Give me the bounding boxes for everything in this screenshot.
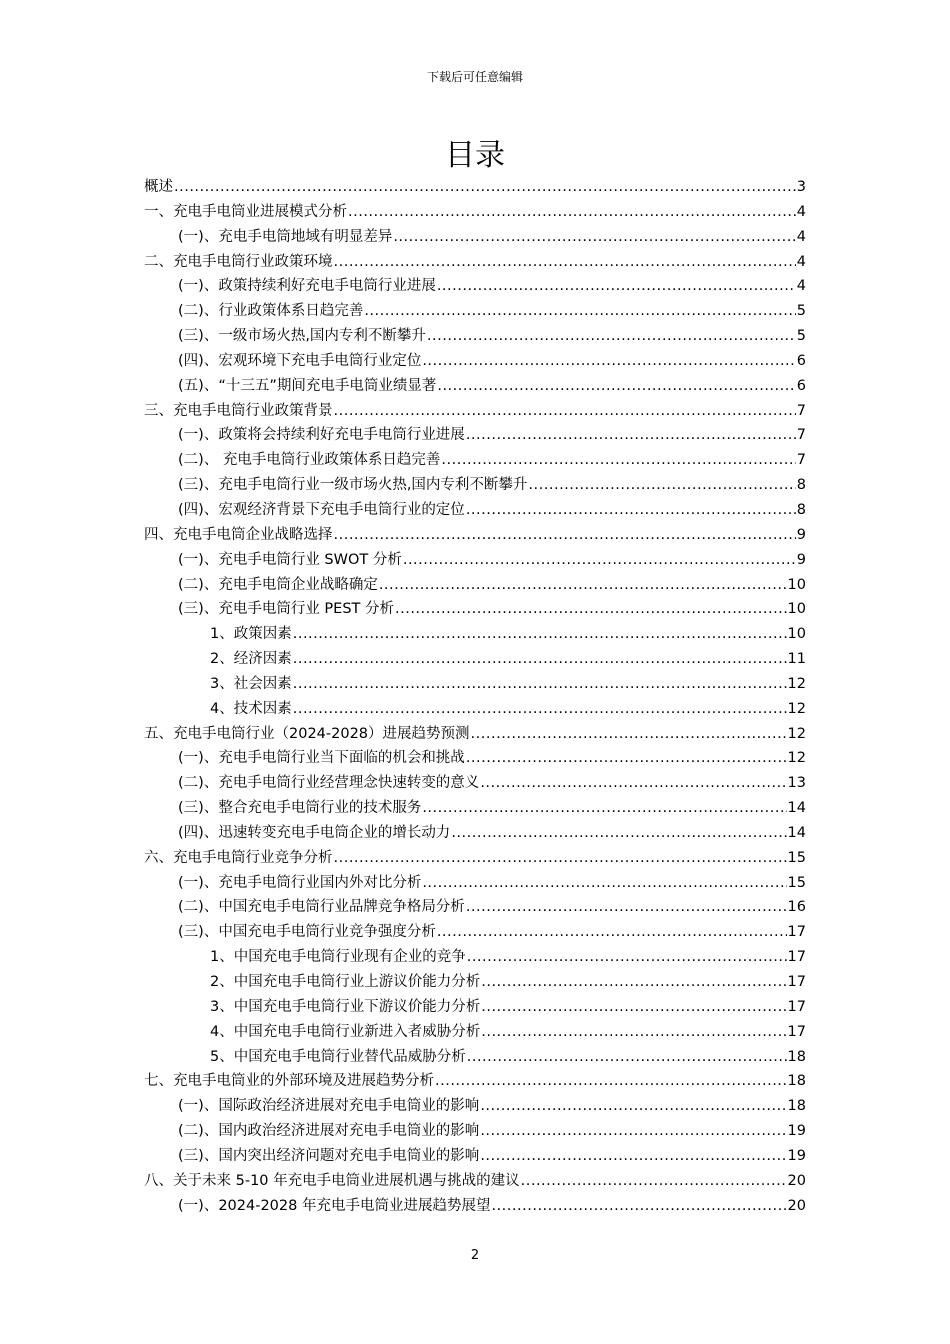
toc-entry[interactable] — [144, 697, 806, 722]
toc-entry-page: 18 — [787, 1073, 806, 1090]
toc-entry-page: 6 — [796, 377, 806, 394]
toc-entry-page: 7 — [796, 452, 806, 469]
toc-entry-label: (二)、 充电手电筒行业政策体系日趋完善 — [178, 452, 441, 469]
toc-entry-label: 3、中国充电手电筒行业下游议价能力分析 — [210, 998, 481, 1015]
toc-leader-dots — [437, 374, 795, 399]
toc-entry-page: 4 — [796, 278, 806, 295]
toc-leader-dots — [174, 175, 796, 200]
toc-entry-label: 1、政策因素 — [210, 626, 292, 643]
toc-entry-page: 4 — [796, 203, 806, 220]
toc-entry[interactable] — [144, 871, 806, 896]
toc-entry[interactable] — [144, 200, 806, 225]
toc-leader-dots — [480, 1094, 786, 1119]
toc-leader-dots — [293, 672, 787, 697]
toc-entry-label: 三、充电手电筒行业政策背景 — [144, 402, 333, 419]
toc-entry-page: 8 — [796, 501, 806, 518]
toc-entry-page: 7 — [796, 402, 806, 419]
toc-entry-label: 七、充电手电筒业的外部环境及进展趋势分析 — [144, 1073, 434, 1090]
toc-entry-label: (三)、中国充电手电筒行业竞争强度分析 — [178, 924, 436, 941]
toc-entry[interactable] — [144, 995, 806, 1020]
toc-entry-page: 4 — [796, 228, 806, 245]
toc-entry-label: 六、充电手电筒行业竞争分析 — [144, 849, 333, 866]
toc-entry[interactable] — [144, 349, 806, 374]
toc-entry[interactable] — [144, 920, 806, 945]
toc-entry[interactable] — [144, 1194, 806, 1219]
toc-entry-label: (一)、政策持续利好充电手电筒行业进展 — [178, 278, 436, 295]
toc-entry-label: 4、技术因素 — [210, 700, 292, 717]
toc-entry-page: 17 — [787, 974, 806, 990]
toc-leader-dots — [437, 920, 787, 945]
toc-entry-page: 17 — [787, 949, 806, 966]
toc-entry[interactable] — [144, 945, 806, 970]
toc-entry-page: 12 — [787, 725, 806, 742]
toc-entry-label: (一)、充电手电筒行业国内外对比分析 — [178, 874, 422, 891]
toc-entry[interactable] — [144, 448, 806, 473]
toc-leader-dots — [422, 349, 795, 374]
toc-entry-label: (一)、充电手电筒地域有明显差异 — [178, 228, 393, 245]
toc-entry-label: (三)、整合充电手电筒行业的技术服务 — [178, 800, 422, 817]
toc-leader-dots — [293, 622, 787, 647]
toc-entry[interactable] — [144, 895, 806, 920]
toc-entry-page: 11 — [787, 651, 806, 668]
toc-entry-label: (二)、充电手电筒行业经营理念快速转变的意义 — [178, 775, 480, 792]
toc-entry-label: 概述 — [144, 179, 173, 195]
toc-leader-dots — [451, 821, 786, 846]
toc-entry-page: 18 — [787, 1048, 806, 1065]
toc-leader-dots — [480, 1119, 786, 1144]
toc-entry-page: 15 — [787, 874, 806, 891]
toc-entry-label: 3、社会因素 — [210, 675, 292, 692]
toc-entry[interactable] — [144, 821, 806, 846]
toc-leader-dots — [393, 225, 795, 250]
toc-entry[interactable] — [144, 473, 806, 498]
toc-entry-page: 13 — [787, 775, 806, 792]
toc-entry[interactable] — [144, 771, 806, 796]
toc-entry[interactable] — [144, 250, 806, 275]
toc-entry-label: 2、中国充电手电筒行业上游议价能力分析 — [210, 974, 481, 990]
toc-leader-dots — [466, 746, 787, 771]
toc-leader-dots — [379, 573, 787, 598]
toc-entry-page: 17 — [787, 924, 806, 941]
toc-leader-dots — [480, 771, 786, 796]
toc-leader-dots — [395, 597, 787, 622]
toc-entry-page: 12 — [787, 675, 806, 692]
toc-entry[interactable] — [144, 672, 806, 697]
toc-entry-label: (二)、中国充电手电筒行业品牌竞争格局分析 — [178, 899, 465, 916]
toc-entry[interactable] — [144, 1119, 806, 1144]
toc-entry[interactable] — [144, 299, 806, 324]
toc-entry[interactable] — [144, 423, 806, 448]
toc-entry-label: (二)、充电手电筒企业战略确定 — [178, 576, 378, 593]
toc-leader-dots — [441, 448, 795, 473]
page-number: 2 — [470, 1248, 480, 1263]
toc-entry-page: 8 — [796, 477, 806, 494]
toc-leader-dots — [471, 722, 787, 747]
toc-entry-label: (四)、宏观环境下充电手电筒行业定位 — [178, 352, 422, 369]
toc-entry[interactable] — [144, 647, 806, 672]
toc-entry[interactable] — [144, 1144, 806, 1169]
toc-entry[interactable] — [144, 597, 806, 622]
toc-entry-label: 五、充电手电筒行业（2024-2028）进展趋势预测 — [144, 725, 470, 742]
toc-entry-label: 2、经济因素 — [210, 651, 292, 668]
toc-entry-label: (二)、行业政策体系日趋完善 — [178, 303, 364, 320]
toc-leader-dots — [403, 548, 796, 573]
toc-entry-label: 4、中国充电手电筒行业新进入者威胁分析 — [210, 1023, 481, 1040]
toc-entry-label: (三)、充电手电筒行业 PEST 分析 — [178, 601, 394, 618]
toc-entry[interactable] — [144, 498, 806, 523]
toc-entry[interactable] — [144, 1094, 806, 1119]
toc-entry-page: 12 — [787, 700, 806, 717]
toc-entry-page: 10 — [787, 626, 806, 643]
toc-entry[interactable] — [144, 622, 806, 647]
toc-leader-dots — [422, 796, 786, 821]
toc-entry-page: 20 — [787, 1197, 806, 1214]
toc-entry[interactable] — [144, 1169, 806, 1194]
toc-entry-page: 17 — [787, 1023, 806, 1040]
toc-entry-page: 16 — [787, 899, 806, 916]
toc-entry-page: 17 — [787, 998, 806, 1015]
toc-leader-dots — [422, 871, 786, 896]
toc-entry-label: 1、中国充电手电筒行业现有企业的竞争 — [210, 949, 466, 966]
toc-entry-page: 12 — [787, 750, 806, 767]
toc-entry[interactable] — [144, 175, 806, 200]
toc-leader-dots — [491, 1194, 786, 1219]
toc-entry-label: (三)、充电手电筒行业一级市场火热,国内专利不断攀升 — [178, 477, 528, 494]
toc-entry-label: (三)、国内突出经济问题对充电手电筒业的影响 — [178, 1147, 480, 1164]
toc-entry-label: (一)、2024-2028 年充电手电筒业进展趋势展望 — [178, 1197, 491, 1214]
toc-leader-dots — [481, 970, 786, 995]
toc-leader-dots — [437, 274, 796, 299]
toc-leader-dots — [466, 423, 796, 448]
toc-leader-dots — [334, 399, 796, 424]
toc-entry-label: (一)、政策将会持续利好充电手电筒行业进展 — [178, 427, 465, 444]
toc-entry-page: 9 — [796, 551, 806, 568]
toc-leader-dots — [528, 473, 795, 498]
toc-entry[interactable] — [144, 746, 806, 771]
toc-entry-page: 4 — [796, 253, 806, 270]
toc-leader-dots — [348, 200, 796, 225]
toc-entry[interactable] — [144, 722, 806, 747]
toc-entry[interactable] — [144, 548, 806, 573]
toc-entry[interactable] — [144, 846, 806, 871]
toc-entry-label: 二、充电手电筒行业政策环境 — [144, 253, 333, 270]
toc-entry-page: 14 — [787, 824, 806, 841]
toc-entry-page: 19 — [787, 1147, 806, 1164]
toc-leader-dots — [521, 1169, 787, 1194]
toc-entry-page: 6 — [796, 352, 806, 369]
toc-entry-page: 15 — [787, 849, 806, 866]
toc-entry-page: 10 — [787, 576, 806, 593]
toc-entry[interactable] — [144, 573, 806, 598]
toc-leader-dots — [334, 250, 796, 275]
toc-leader-dots — [334, 523, 796, 548]
toc-entry[interactable] — [144, 1045, 806, 1070]
toc-entry[interactable] — [144, 796, 806, 821]
toc-entry-label: (四)、宏观经济背景下充电手电筒行业的定位 — [178, 501, 465, 518]
toc-entry-page: 18 — [787, 1098, 806, 1115]
toc-leader-dots — [293, 697, 787, 722]
toc-entry-label: (三)、一级市场火热,国内专利不断攀升 — [178, 328, 426, 345]
table-of-contents — [144, 175, 806, 1218]
toc-entry-label: 八、关于未来 5-10 年充电手电筒业进展机遇与挑战的建议 — [144, 1172, 520, 1189]
toc-leader-dots — [427, 324, 796, 349]
toc-entry-page: 3 — [796, 179, 806, 195]
page-title: 目录 — [445, 138, 505, 173]
toc-leader-dots — [467, 945, 787, 970]
toc-entry-label: (五)、“十三五”期间充电手电筒业绩显著 — [178, 377, 437, 394]
toc-entry-label: (一)、充电手电筒行业当下面临的机会和挑战 — [178, 750, 465, 767]
toc-entry-label: 5、中国充电手电筒行业替代品威胁分析 — [210, 1048, 466, 1065]
toc-entry[interactable] — [144, 399, 806, 424]
toc-entry-label: (一)、国际政治经济进展对充电手电筒业的影响 — [178, 1098, 480, 1115]
toc-leader-dots — [334, 846, 787, 871]
toc-entry-page: 5 — [796, 303, 806, 320]
toc-entry[interactable] — [144, 523, 806, 548]
toc-leader-dots — [466, 895, 787, 920]
toc-entry-page: 10 — [787, 601, 806, 618]
toc-entry[interactable] — [144, 225, 806, 250]
toc-leader-dots — [481, 1020, 786, 1045]
toc-leader-dots — [467, 1045, 787, 1070]
toc-entry-label: 四、充电手电筒企业战略选择 — [144, 526, 333, 543]
toc-leader-dots — [364, 299, 795, 324]
toc-entry-label: (一)、充电手电筒行业 SWOT 分析 — [178, 551, 402, 568]
toc-leader-dots — [293, 647, 787, 672]
toc-entry-page: 9 — [796, 526, 806, 543]
toc-entry-page: 20 — [787, 1172, 806, 1189]
toc-entry-label: (二)、国内政治经济进展对充电手电筒业的影响 — [178, 1123, 480, 1140]
toc-entry[interactable] — [144, 324, 806, 349]
toc-entry-page: 7 — [796, 427, 806, 444]
toc-entry-page: 19 — [787, 1123, 806, 1140]
toc-entry[interactable] — [144, 274, 806, 299]
toc-entry[interactable] — [144, 374, 806, 399]
toc-entry[interactable] — [144, 970, 806, 995]
toc-leader-dots — [481, 995, 786, 1020]
toc-entry-label: (四)、迅速转变充电手电筒企业的增长动力 — [178, 824, 451, 841]
toc-leader-dots — [466, 498, 796, 523]
toc-entry-page: 5 — [796, 328, 806, 345]
page-header: 下载后可任意编辑 — [426, 70, 523, 84]
toc-leader-dots — [435, 1069, 787, 1094]
toc-entry[interactable] — [144, 1020, 806, 1045]
toc-entry-page: 14 — [787, 800, 806, 817]
toc-entry-label: 一、充电手电筒业进展模式分析 — [144, 203, 347, 220]
toc-entry[interactable] — [144, 1069, 806, 1094]
toc-leader-dots — [480, 1144, 786, 1169]
